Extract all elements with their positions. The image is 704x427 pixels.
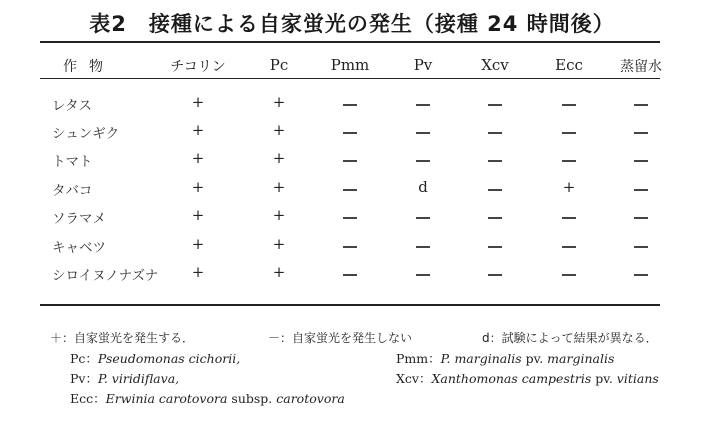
minus-mark bbox=[562, 132, 576, 134]
minus-mark bbox=[343, 189, 357, 191]
minus-mark bbox=[634, 132, 648, 134]
result-cell bbox=[343, 208, 357, 226]
result-cell bbox=[416, 123, 430, 141]
table-title: 表2 接種による自家蛍光の発生（接種 24 時間後） bbox=[89, 12, 615, 36]
result-cell bbox=[634, 208, 648, 226]
result-cell: + bbox=[191, 149, 205, 167]
result-cell: + bbox=[191, 235, 205, 253]
note-plus: ＋：自家蛍光を発生する． bbox=[50, 331, 195, 345]
result-cell bbox=[562, 237, 576, 255]
minus-mark bbox=[416, 274, 430, 276]
result-cell bbox=[488, 95, 502, 113]
result-cell bbox=[634, 265, 648, 283]
bottom-rule bbox=[40, 304, 660, 306]
minus-mark bbox=[488, 274, 502, 276]
result-cell bbox=[634, 180, 648, 198]
crop-name: シュンギク bbox=[52, 126, 120, 142]
result-cell bbox=[343, 237, 357, 255]
result-cell: + bbox=[272, 121, 286, 139]
result-cell bbox=[343, 180, 357, 198]
result-cell bbox=[562, 123, 576, 141]
minus-mark bbox=[343, 132, 357, 134]
minus-mark bbox=[343, 217, 357, 219]
result-cell: + bbox=[191, 178, 205, 196]
header-chicorin: チコリン bbox=[170, 59, 226, 75]
result-cell bbox=[343, 95, 357, 113]
crop-name: ソラマメ bbox=[52, 211, 106, 227]
minus-mark bbox=[562, 274, 576, 276]
minus-mark bbox=[416, 217, 430, 219]
minus-mark bbox=[416, 104, 430, 106]
result-cell bbox=[488, 265, 502, 283]
result-cell: + bbox=[562, 178, 576, 196]
result-cell bbox=[562, 95, 576, 113]
minus-mark bbox=[562, 160, 576, 162]
minus-mark bbox=[416, 132, 430, 134]
result-cell bbox=[343, 151, 357, 169]
result-cell bbox=[488, 208, 502, 226]
minus-mark bbox=[488, 189, 502, 191]
result-cell: + bbox=[191, 93, 205, 111]
result-cell bbox=[634, 151, 648, 169]
result-cell bbox=[343, 265, 357, 283]
result-cell bbox=[416, 95, 430, 113]
result-cell: + bbox=[191, 263, 205, 281]
result-cell: + bbox=[272, 93, 286, 111]
minus-mark bbox=[488, 104, 502, 106]
note-minus: －：自家蛍光を発生しない bbox=[268, 331, 413, 345]
minus-mark bbox=[416, 160, 430, 162]
result-cell: + bbox=[272, 206, 286, 224]
minus-mark bbox=[634, 160, 648, 162]
header-crop: 作物 bbox=[63, 59, 115, 75]
result-cell bbox=[416, 265, 430, 283]
result-cell bbox=[634, 237, 648, 255]
minus-mark bbox=[634, 274, 648, 276]
result-cell bbox=[416, 151, 430, 169]
result-cell: + bbox=[191, 121, 205, 139]
crop-name: シロイヌノナズナ bbox=[52, 268, 159, 284]
result-cell: d bbox=[418, 178, 428, 196]
note-xcv: Xcv：Xanthomonas campestris pv. vitians bbox=[396, 371, 659, 386]
result-cell bbox=[634, 95, 648, 113]
note-pmm: Pmm：P. marginalis pv. marginalis bbox=[396, 351, 615, 366]
result-cell bbox=[562, 265, 576, 283]
result-cell: + bbox=[272, 178, 286, 196]
result-cell bbox=[488, 151, 502, 169]
result-cell bbox=[488, 180, 502, 198]
minus-mark bbox=[562, 246, 576, 248]
minus-mark bbox=[343, 246, 357, 248]
crop-name: タバコ bbox=[52, 183, 93, 199]
result-cell bbox=[416, 208, 430, 226]
minus-mark bbox=[562, 104, 576, 106]
minus-mark bbox=[488, 132, 502, 134]
result-cell bbox=[416, 237, 430, 255]
header-pmm: Pmm bbox=[330, 56, 370, 74]
top-rule bbox=[40, 41, 660, 43]
minus-mark bbox=[634, 189, 648, 191]
note-pv: Pv：P. viridiflava, bbox=[70, 371, 180, 386]
note-pc: Pc：Pseudomonas cichorii, bbox=[70, 351, 241, 366]
minus-mark bbox=[634, 246, 648, 248]
result-cell: + bbox=[272, 235, 286, 253]
result-cell bbox=[634, 123, 648, 141]
minus-mark bbox=[488, 160, 502, 162]
result-cell: + bbox=[191, 206, 205, 224]
minus-mark bbox=[634, 104, 648, 106]
note-ecc: Ecc：Erwinia carotovora subsp. carotovora bbox=[70, 391, 345, 406]
minus-mark bbox=[343, 274, 357, 276]
minus-mark bbox=[488, 217, 502, 219]
result-cell bbox=[343, 123, 357, 141]
note-d: d：試験によって結果が異なる． bbox=[482, 331, 658, 345]
minus-mark bbox=[634, 217, 648, 219]
crop-name: レタス bbox=[52, 98, 92, 114]
crop-name: キャベツ bbox=[52, 240, 106, 256]
result-cell bbox=[488, 123, 502, 141]
header-rule bbox=[40, 78, 660, 79]
minus-mark bbox=[562, 217, 576, 219]
header-pc: Pc bbox=[269, 56, 289, 74]
result-cell: + bbox=[272, 263, 286, 281]
result-cell bbox=[562, 208, 576, 226]
minus-mark bbox=[488, 246, 502, 248]
crop-name: トマト bbox=[52, 154, 93, 170]
result-cell bbox=[562, 151, 576, 169]
minus-mark bbox=[343, 104, 357, 106]
minus-mark bbox=[343, 160, 357, 162]
result-cell: + bbox=[272, 149, 286, 167]
result-cell bbox=[488, 237, 502, 255]
header-pv: Pv bbox=[413, 56, 433, 74]
header-ecc: Ecc bbox=[555, 56, 583, 74]
header-distilled-water: 蒸留水 bbox=[620, 59, 662, 75]
header-xcv: Xcv bbox=[481, 56, 509, 74]
minus-mark bbox=[416, 246, 430, 248]
